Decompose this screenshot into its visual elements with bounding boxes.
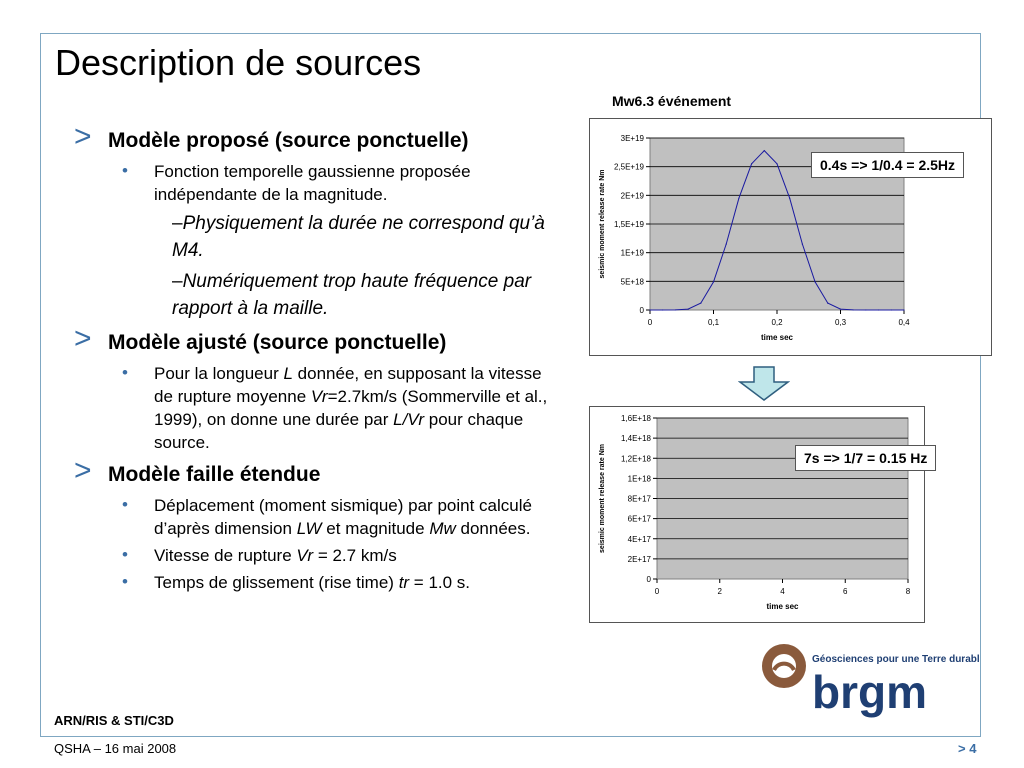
y-tick-label: 2,5E+19 bbox=[613, 162, 644, 172]
x-tick-label: 8 bbox=[905, 587, 911, 596]
x-axis-label: time sec bbox=[760, 333, 794, 342]
y-tick-label: 5E+18 bbox=[620, 277, 644, 287]
bullet-dot-icon: • bbox=[122, 363, 128, 382]
data-point bbox=[891, 309, 892, 310]
section-1-sub-2 bbox=[60, 268, 560, 322]
x-tick-label: 0 bbox=[647, 318, 653, 327]
bullet-italic-part: Mw bbox=[429, 519, 456, 538]
data-point bbox=[789, 198, 790, 199]
data-point bbox=[840, 309, 841, 310]
data-point bbox=[713, 281, 714, 282]
bullet-dot-icon: • bbox=[122, 572, 128, 591]
y-tick-label: 6E+17 bbox=[627, 514, 651, 524]
data-point bbox=[662, 309, 663, 310]
chart-2-svg bbox=[590, 407, 924, 622]
bullet-text-part: Vitesse de rupture bbox=[154, 546, 297, 565]
y-tick-label: 3E+19 bbox=[620, 134, 644, 143]
data-point bbox=[700, 303, 701, 304]
chart-1-title: Mw6.3 événement bbox=[612, 93, 732, 109]
chart-2-callout: 7s => 1/7 = 0.15 Hz bbox=[795, 445, 936, 471]
section-3-bullet-2 bbox=[60, 544, 560, 567]
x-tick-label: 0 bbox=[654, 587, 660, 596]
footer-date: QSHA – 16 mai 2008 bbox=[54, 741, 177, 756]
bullet-text-part: Pour la longueur bbox=[154, 364, 284, 383]
page-number: 4 bbox=[969, 741, 977, 756]
bullet-text-part: Temps de glissement (rise time) bbox=[154, 573, 399, 592]
y-tick-label: 0 bbox=[639, 306, 644, 315]
down-arrow-icon bbox=[738, 366, 790, 402]
dash-glyph: – bbox=[172, 271, 183, 292]
data-point bbox=[865, 309, 866, 310]
x-axis-label: time sec bbox=[766, 602, 799, 611]
bullet-italic-part: LW bbox=[296, 519, 322, 538]
arrow-bullet-icon: > bbox=[74, 454, 92, 487]
y-axis-label: seismic moment release rate Nm bbox=[599, 444, 606, 553]
footer-page-number bbox=[958, 741, 976, 756]
y-tick-label: 2E+19 bbox=[620, 191, 644, 201]
bullet-italic-part: Vr bbox=[310, 387, 328, 406]
down-arrow-shape bbox=[740, 367, 788, 400]
y-tick-label: 1,6E+18 bbox=[620, 414, 651, 423]
bullet-dot-icon: • bbox=[122, 161, 128, 180]
slide-content bbox=[60, 120, 560, 594]
bullet-text-part: pour chaque source. bbox=[154, 410, 524, 452]
y-tick-label: 1E+18 bbox=[627, 474, 651, 484]
data-point bbox=[764, 150, 765, 151]
data-point bbox=[827, 303, 828, 304]
bullet-text: Fonction temporelle gaussienne proposée indépendante de la magnitude. bbox=[154, 162, 471, 204]
heading-text: Modèle ajusté (source ponctuelle) bbox=[108, 331, 447, 354]
page-prefix: > bbox=[958, 741, 970, 756]
y-tick-label: 2E+17 bbox=[627, 554, 651, 564]
bullet-text-part: Déplacement (moment sismique) par point calculé d’après dimension bbox=[154, 496, 532, 538]
data-point bbox=[738, 198, 739, 199]
arrow-bullet-icon: > bbox=[74, 322, 92, 355]
brgm-logo bbox=[760, 640, 980, 720]
section-1-sub-1 bbox=[60, 210, 560, 264]
data-point bbox=[751, 163, 752, 164]
bullet-italic-part: L bbox=[283, 364, 293, 383]
y-tick-label: 1,2E+18 bbox=[620, 454, 651, 464]
section-3-bullet-1 bbox=[60, 494, 560, 540]
chart-1-callout: 0.4s => 1/0.4 = 2.5Hz bbox=[811, 152, 964, 178]
bullet-text-part: = 1.0 s. bbox=[409, 573, 471, 592]
bullet-text-part: donnée, en supposant la vitesse de rupture moyenne bbox=[154, 364, 542, 406]
x-tick-label: 2 bbox=[717, 587, 722, 596]
x-tick-label: 0,3 bbox=[834, 318, 847, 327]
bullet-italic-part: Vr bbox=[296, 546, 314, 565]
x-tick-label: 6 bbox=[843, 587, 848, 596]
x-tick-label: 0,1 bbox=[707, 318, 720, 327]
bullet-italic-part: L/Vr bbox=[393, 410, 425, 429]
section-2-heading bbox=[60, 322, 560, 358]
data-point bbox=[802, 243, 803, 244]
sub-text: Physiquement la durée ne correspond qu’à M4. bbox=[172, 213, 545, 261]
y-tick-label: 1E+19 bbox=[620, 248, 644, 258]
bullet-text-part: données. bbox=[455, 519, 531, 538]
section-1-bullet bbox=[60, 160, 560, 206]
bullet-text-part: =2.7km/s (Sommerville et al., 1999), on donne une durée par bbox=[154, 387, 548, 429]
y-tick-label: 4E+17 bbox=[627, 534, 651, 544]
arrow-bullet-icon: > bbox=[74, 120, 92, 153]
bullet-dot-icon: • bbox=[122, 495, 128, 514]
slide-title: Description de sources bbox=[55, 42, 422, 83]
data-point bbox=[776, 163, 777, 164]
chart-2-box bbox=[589, 406, 925, 623]
section-3-bullet-3 bbox=[60, 571, 560, 594]
data-point bbox=[853, 309, 854, 310]
data-point bbox=[649, 309, 650, 310]
heading-text: Modèle faille étendue bbox=[108, 463, 321, 486]
x-tick-label: 0,2 bbox=[771, 318, 783, 327]
footer-org: ARN/RIS & STI/C3D bbox=[54, 713, 174, 728]
logo-tagline: Géosciences pour une Terre durable bbox=[812, 654, 980, 665]
data-point bbox=[688, 309, 689, 310]
bullet-text-part: = 2.7 km/s bbox=[313, 546, 397, 565]
brgm-logo-svg bbox=[760, 640, 980, 720]
y-axis-label: seismic moment release rate Nm bbox=[599, 169, 606, 279]
data-point bbox=[878, 309, 879, 310]
data-point bbox=[815, 281, 816, 282]
y-tick-label: 1,5E+19 bbox=[613, 220, 644, 229]
data-point bbox=[675, 309, 676, 310]
section-1-heading bbox=[60, 120, 560, 156]
bullet-dot-icon: • bbox=[122, 545, 128, 564]
bullet-italic-part: tr bbox=[398, 573, 410, 592]
data-point bbox=[726, 243, 727, 244]
y-tick-label: 0 bbox=[646, 575, 651, 584]
logo-name: brgm bbox=[812, 666, 927, 718]
x-tick-label: 0,4 bbox=[898, 318, 910, 327]
data-point bbox=[903, 309, 904, 310]
heading-text: Modèle proposé (source ponctuelle) bbox=[108, 129, 469, 152]
section-3-heading bbox=[60, 454, 560, 490]
y-tick-label: 8E+17 bbox=[627, 494, 651, 504]
bullet-text-part: et magnitude bbox=[321, 519, 430, 538]
y-tick-label: 1,4E+18 bbox=[620, 434, 651, 444]
section-2-bullet bbox=[60, 362, 560, 454]
dash-glyph: – bbox=[172, 213, 183, 234]
sub-text: Numériquement trop haute fréquence par rapport à la maille. bbox=[172, 271, 532, 319]
x-tick-label: 4 bbox=[780, 587, 785, 596]
